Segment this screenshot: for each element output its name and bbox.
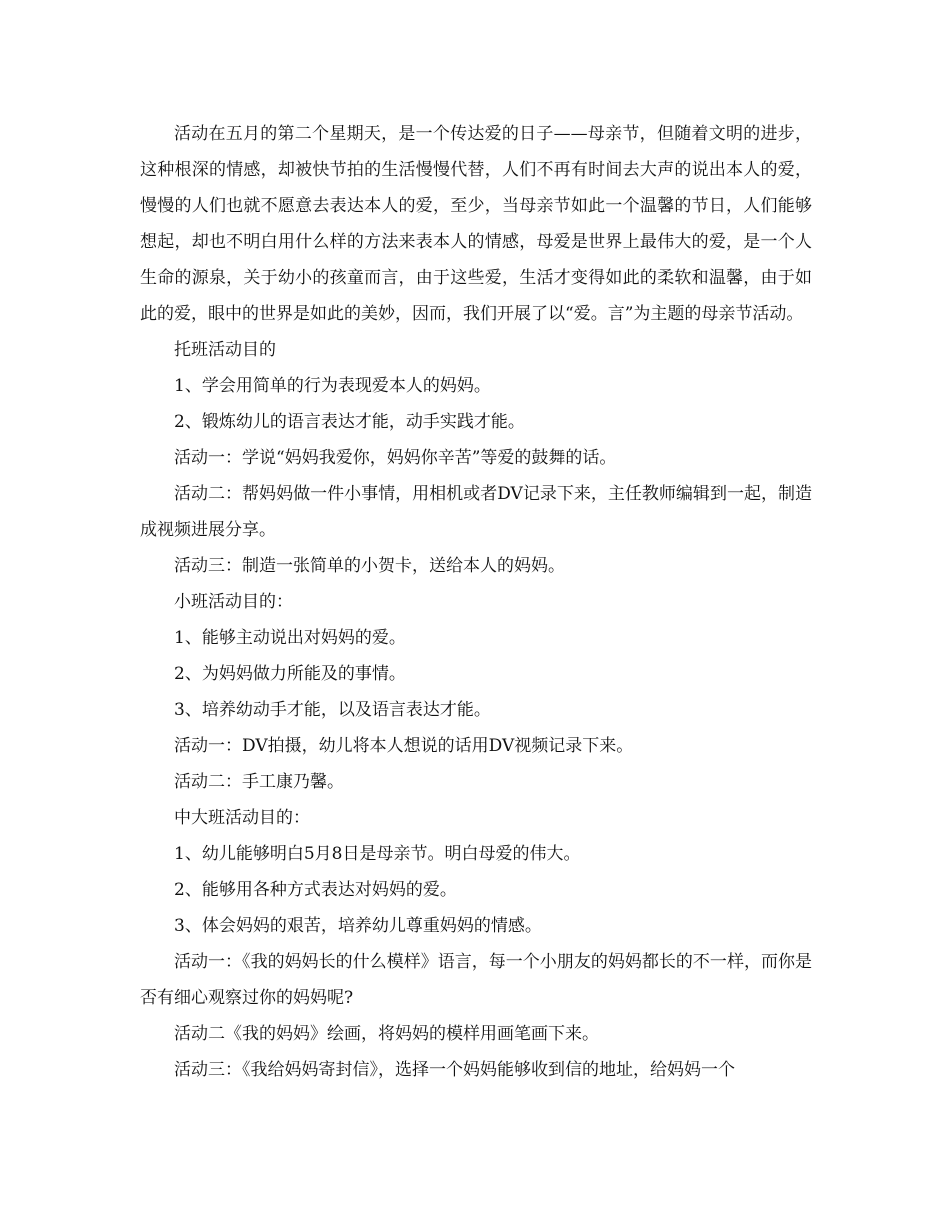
middle-senior-activity-2: 活动二《我的妈妈》绘画，将妈妈的模样用画笔画下来。 bbox=[174, 1024, 599, 1044]
middle-senior-goal-2: 2、能够用各种方式表达对妈妈的爱。 bbox=[174, 880, 457, 900]
small-class-goal-1: 1、能够主动说出对妈妈的爱。 bbox=[174, 628, 406, 648]
middle-senior-activity-3: 活动三：《我给妈妈寄封信》，选择一个妈妈能够收到信的地址，给妈妈一个 bbox=[174, 1060, 735, 1080]
middle-senior-goal-3: 3、体会妈妈的艰苦，培养幼儿尊重妈妈的情感。 bbox=[174, 916, 542, 936]
toddler-activity-3: 活动三：制造一张简单的小贺卡，送给本人的妈妈。 bbox=[174, 556, 565, 576]
small-class-goal-3: 3、培养幼动手才能，以及语言表达才能。 bbox=[174, 700, 491, 720]
document-body bbox=[140, 116, 812, 1088]
section-heading-toddler-goals: 托班活动目的 bbox=[174, 340, 276, 360]
middle-senior-activity-1: 活动一：《我的妈妈长的什么模样》语言，每一个小朋友的妈妈都长的不一样，而你是否有细心观察过你的妈妈呢? bbox=[140, 952, 812, 1008]
intro-paragraph: 活动在五月的第二个星期天，是一个传达爱的日子——母亲节，但随着文明的进步，这种根深的情感，却被快节拍的生活慢慢代替，人们不再有时间去大声的说出本人的爱，慢慢的人们也就不愿意去表达本人的爱，至少，当母亲节如此一个温馨的节日，人们能够想起，却也不明白用什么样的方法来表本人的情感，母爱是世界上最伟大的爱，是一个人生命的源泉，关于幼小的孩童而言，由于这些爱，生活才变得如此的柔软和温馨，由于如此的爱，眼中的世界是如此的美妙，因而，我们开展了以“爱。言”为主题的母亲节活动。 bbox=[140, 124, 812, 324]
section-heading-small-class-goals: 小班活动目的： bbox=[174, 592, 293, 612]
toddler-activity-1: 活动一：学说“妈妈我爱你，妈妈你辛苦”等爱的鼓舞的话。 bbox=[174, 448, 617, 468]
toddler-goal-1: 1、学会用简单的行为表现爱本人的妈妈。 bbox=[174, 376, 491, 396]
small-class-goal-2: 2、为妈妈做力所能及的事情。 bbox=[174, 664, 406, 684]
small-class-activity-2: 活动二：手工康乃馨。 bbox=[174, 772, 344, 792]
middle-senior-goal-1: 1、幼儿能够明白5月8日是母亲节。明白母爱的伟大。 bbox=[174, 844, 581, 864]
toddler-goal-2: 2、锻炼幼儿的语言表达才能，动手实践才能。 bbox=[174, 412, 525, 432]
small-class-activity-1: 活动一：DV拍摄，幼儿将本人想说的话用DV视频记录下来。 bbox=[174, 736, 634, 756]
section-heading-middle-senior-goals: 中大班活动目的： bbox=[174, 808, 310, 828]
toddler-activity-2: 活动二：帮妈妈做一件小事情，用相机或者DV记录下来，主任教师编辑到一起，制造成视频进展分享。 bbox=[140, 484, 812, 540]
